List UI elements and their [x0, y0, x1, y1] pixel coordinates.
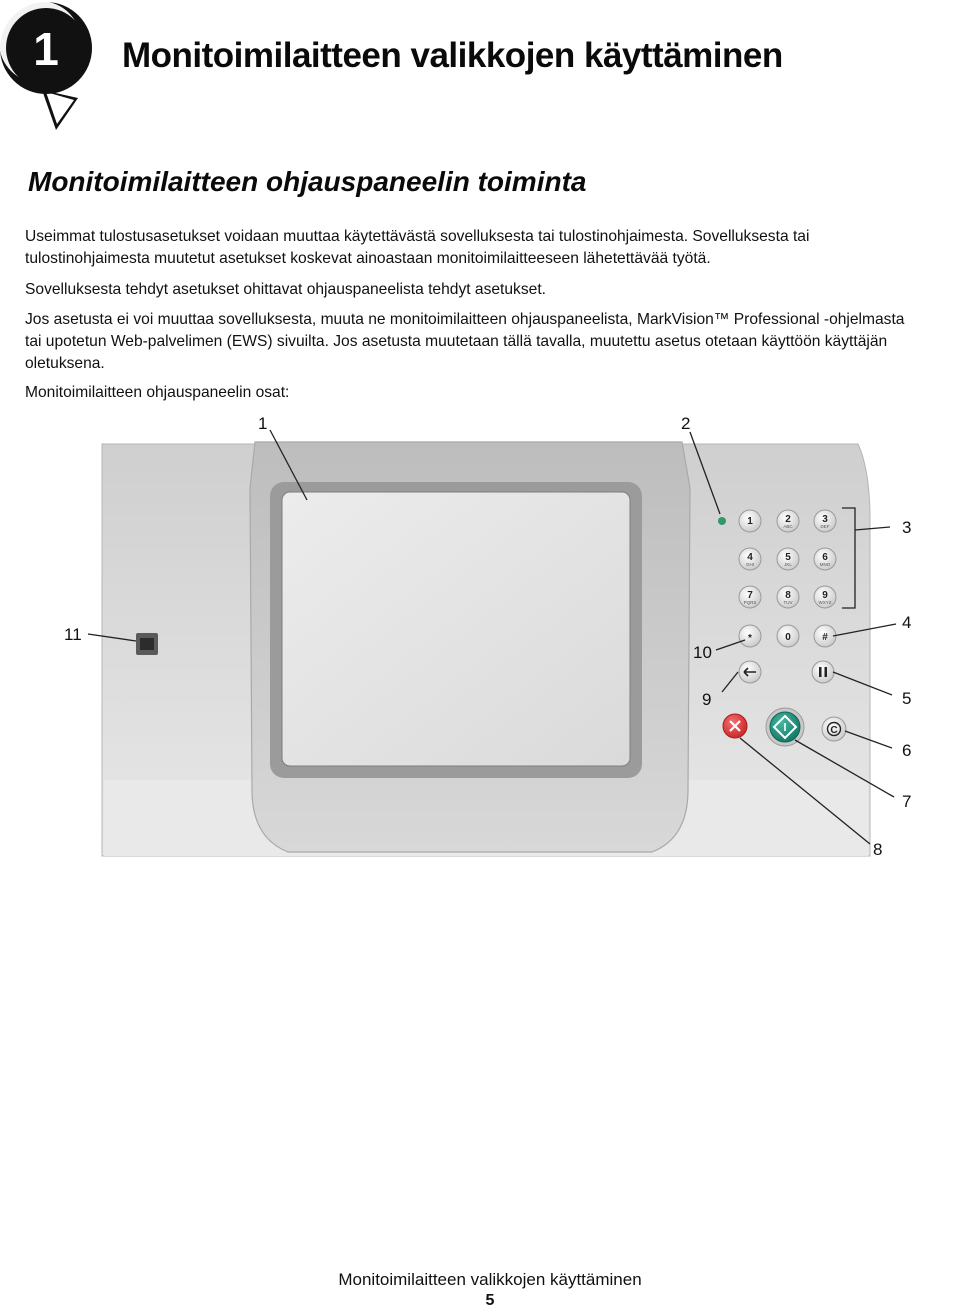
svg-text:7: 7 — [747, 590, 753, 601]
svg-text:TUV: TUV — [783, 600, 793, 605]
footer-title: Monitoimilaitteen valikkojen käyttäminen — [338, 1270, 642, 1289]
pause-button[interactable] — [812, 661, 834, 683]
control-panel-diagram — [0, 400, 960, 880]
svg-text:5: 5 — [785, 552, 791, 563]
keypad-key-8[interactable] — [777, 586, 799, 608]
callout-3: 3 — [902, 518, 912, 537]
backspace-button[interactable] — [739, 661, 761, 683]
clear-all-button[interactable] — [822, 717, 846, 741]
indicator-light — [718, 517, 726, 525]
callout-6: 6 — [902, 741, 912, 760]
page-number: 5 — [485, 1292, 495, 1309]
svg-text:JKL: JKL — [784, 562, 792, 567]
callout-2: 2 — [681, 414, 691, 433]
keypad-key-1[interactable] — [739, 510, 761, 532]
callout-11: 11 — [64, 625, 82, 644]
stop-button[interactable] — [723, 714, 747, 738]
touch-screen[interactable] — [282, 492, 630, 766]
svg-text:9: 9 — [822, 590, 828, 601]
callout-1: 1 — [258, 414, 268, 433]
keypad-key-hash[interactable] — [814, 625, 836, 647]
keypad-key-2[interactable] — [777, 510, 799, 532]
callout-10: 10 — [693, 643, 712, 662]
keypad-key-4[interactable] — [739, 548, 761, 570]
svg-text:WXYZ: WXYZ — [818, 600, 832, 605]
svg-text:8: 8 — [785, 590, 791, 601]
callout-4: 4 — [902, 613, 912, 632]
chapter-title: Monitoimilaitteen valikkojen käyttäminen — [122, 36, 783, 75]
keypad-key-0[interactable] — [777, 625, 799, 647]
svg-text:MNO: MNO — [819, 562, 831, 567]
svg-text:PQRS: PQRS — [743, 600, 757, 605]
paragraph-parts-caption: Monitoimilaitteen ohjauspaneelin osat: — [25, 384, 290, 401]
chapter-number: 1 — [33, 23, 59, 75]
svg-text:GHI: GHI — [745, 562, 755, 567]
svg-text:6: 6 — [822, 552, 828, 563]
keypad-key-9[interactable] — [814, 586, 836, 608]
chapter-number-badge — [0, 0, 100, 130]
svg-text:ABC: ABC — [783, 524, 793, 529]
callout-7: 7 — [902, 792, 912, 811]
keypad-key-6[interactable] — [814, 548, 836, 570]
keypad-key-asterisk[interactable] — [739, 625, 761, 647]
callout-8: 8 — [873, 840, 883, 859]
section-title: Monitoimilaitteen ohjauspaneelin toiminta — [28, 166, 587, 197]
keypad-key-3[interactable] — [814, 510, 836, 532]
keypad-key-5[interactable] — [777, 548, 799, 570]
start-button[interactable] — [766, 708, 804, 746]
svg-text:#: # — [822, 632, 828, 643]
paragraph-intro: Useimmat tulostusasetukset voidaan muuttaa käytettävästä sovelluksesta tai tulostinohjaimesta. Sovelluksesta tai tulostinohjaimesta muutetut asetukset koskevat ainoastaan monitoimilaitteeseen lähetettävää työtä. — [25, 228, 810, 267]
svg-text:DEF: DEF — [820, 524, 830, 529]
callout-5: 5 — [902, 689, 912, 708]
svg-text:*: * — [748, 633, 752, 644]
svg-text:4: 4 — [747, 552, 753, 563]
svg-text:0: 0 — [785, 632, 791, 643]
pause-icon — [819, 667, 822, 677]
svg-text:2: 2 — [785, 514, 791, 525]
svg-text:C: C — [830, 725, 838, 736]
svg-text:3: 3 — [822, 514, 828, 525]
keypad-key-7[interactable] — [739, 586, 761, 608]
callout-9: 9 — [702, 690, 712, 709]
paragraph-alternative: Jos asetusta ei voi muuttaa sovelluksesta, muuta ne monitoimilaitteen ohjauspaneelista, MarkVision™ Professional -ohjelmasta tai upotetun Web-palvelimen (EWS) sivuilta. Jos asetusta muutetaan tällä tavalla, muutettu asetus otetaan käyttöön käyttäjän oletuksena. — [25, 311, 905, 372]
svg-text:1: 1 — [747, 516, 753, 527]
paragraph-override: Sovelluksesta tehdyt asetukset ohittavat ohjauspaneelista tehdyt asetukset. — [25, 281, 546, 298]
